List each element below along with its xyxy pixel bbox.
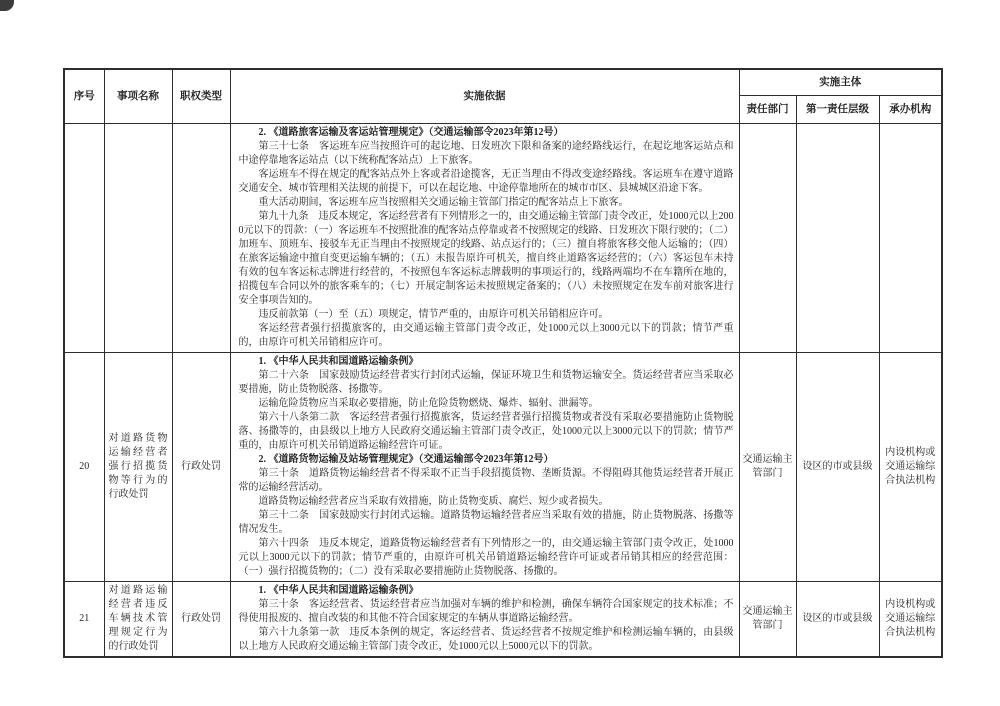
implementation-basis-cell [230,582,739,658]
item-name-cell [104,124,172,353]
item-name-cell: 对道路货物运输经营者强行招揽货物等行为的行政处罚 [104,353,172,582]
authority-type-cell [172,124,230,353]
serial-cell: 21 [64,582,104,658]
regulation-text: 违反前款第（一）至（五）项规定，情节严重的，由原许可机关吊销相应许可。 [258,309,609,320]
header-implementation-basis: 实施依据 [230,69,739,124]
table-body [64,124,942,658]
regulation-text: 第三十二条 国家鼓励实行封闭式运输。道路货物运输经营者应当采取有效的措施，防止货物脱落、扬撒等情况发生。 [238,510,734,535]
regulation-text: 第六十四条 违反本规定，道路货物运输经营者有下列情形之一的，由交通运输主管部门责令改正，处1000元以上3000元以下的罚款；情节严重的，由原许可机关吊销道路运输经营许可证或者吊销其相应的经营范围：（一）强行招揽货物的；（二）没有采取必要措施防止货物脱落、扬撒的。 [238,538,734,577]
regulation-text: 第九十九条 违反本规定，客运经营者有下列情形之一的，由交通运输主管部门责令改正，处1000元以上2000元以下的罚款：（一）客运班车不按照批准的配客站点停靠或者不按照规定的线路、日发班次下限行驶的；（二）加班车、顶班车、接驳车无正当理由不按照规定的线路、站点运行的；（三）擅自将旅客移交他人运输的；（四）在旅客运输途中擅自变更运输车辆的；（五）未报告原许可机关，擅自终止道路客运经营的；（六）客运包车未持有效的包车客运标志牌进行经营的，不按照包车客运标志牌载明的事项运行的，线路两端均不在车籍所在地的，招揽包车合同以外的旅客乘车的；（七）开展定制客运未按照规定备案的；（八）未按照规定在发车前对旅客进行安全事项告知的。 [238,211,734,306]
header-responsible-department: 责任部门 [739,96,796,124]
responsible-department-cell [739,124,796,353]
undertaking-agency-cell: 内设机构或交通运输综合执法机构 [879,582,942,658]
regulation-text: 第六十八条第二款 客运经营者强行招揽旅客，货运经营者强行招揽货物或者没有采取必要措施防止货物脱落、扬撒等的，由县级以上地方人民政府交通运输主管部门责令改正，处1000元以上3000元以下的罚款；情节严重的，由原许可机关吊销道路运输经营许可证。 [238,412,734,451]
regulation-title: 2. 《道路旅客运输及客运站管理规定》（交通运输部令2023年第12号） [258,127,564,138]
responsible-department-cell: 交通运输主管部门 [739,582,796,658]
table-row [64,124,942,353]
first-responsibility-level-cell: 设区的市或县级 [796,353,879,582]
table-row [64,582,942,658]
header-implementation-subject: 实施主体 [739,69,942,96]
authority-type-cell: 行政处罚 [172,582,230,658]
serial-cell: 20 [64,353,104,582]
regulation-title: 2. 《道路货物运输及站场管理规定》（交通运输部令2023年第12号） [258,454,554,465]
table-header [64,69,942,124]
header-authority-type: 职权类型 [172,69,230,124]
regulation-text: 第三十七条 客运班车应当按照许可的起讫地、日发班次下限和备案的途经路线运行，在起讫地客运站点和中途停靠地客运站点（以下统称配客站点）上下旅客。 [238,141,734,166]
regulation-text: 重大活动期间，客运班车应当按照相关交通运输主管部门指定的配客站点上下旅客。 [258,197,629,208]
regulation-text: 运输危险货物应当采取必要措施，防止危险货物燃烧、爆炸、辐射、泄漏等。 [258,398,599,409]
regulation-text: 第六十九条第一款 违反本条例的规定，客运经营者、货运经营者不按规定维护和检测运输车辆的，由县级以上地方人民政府交通运输主管部门责令改正，处1000元以上5000元以下的罚款。 [238,627,734,652]
undertaking-agency-cell: 内设机构或交通运输综合执法机构 [879,353,942,582]
responsible-department-cell: 交通运输主管部门 [739,353,796,582]
regulation-title: 1. 《中华人民共和国道路运输条例》 [258,585,419,596]
header-serial: 序号 [64,69,104,124]
item-name-cell: 对道路运输经营者违反车辆技术管理规定行为的行政处罚 [104,582,172,658]
penalty-matters-table [63,68,943,658]
header-item-name: 事项名称 [104,69,172,124]
undertaking-agency-cell [879,124,942,353]
implementation-basis-cell [230,124,739,353]
first-responsibility-level-cell [796,124,879,353]
regulation-text: 第三十条 客运经营者、货运经营者应当加强对车辆的维护和检测，确保车辆符合国家规定的技术标准；不得使用报废的、擅自改装的和其他不符合国家规定的车辆从事道路运输经营。 [238,599,734,624]
regulation-title: 1. 《中华人民共和国道路运输条例》 [258,356,419,367]
serial-cell [64,124,104,353]
header-first-responsibility-level: 第一责任层级 [796,96,879,124]
regulation-text: 道路货物运输经营者应当采取有效措施，防止货物变质、腐烂、短少或者损失。 [258,496,609,507]
regulation-text: 第三十条 道路货物运输经营者不得采取不正当手段招揽货物、垄断货源。不得阻碍其他货运经营者开展正常的运输经营活动。 [238,468,734,493]
table-row [64,353,942,582]
corner-artifact [0,0,14,11]
first-responsibility-level-cell: 设区的市或县级 [796,582,879,658]
regulation-text: 客运班车不得在规定的配客站点外上客或者沿途揽客，无正当理由不得改变途经路线。客运班车在遵守道路交通安全、城市管理相关法规的前提下，可以在起讫地、中途停靠地所在的城市市区、县城城区沿途下客。 [238,169,734,194]
implementation-basis-cell [230,353,739,582]
regulation-text: 第二十六条 国家鼓励货运经营者实行封闭式运输，保证环境卫生和货物运输安全。货运经营者应当采取必要措施，防止货物脱落、扬撒等。 [238,370,734,395]
header-undertaking-agency: 承办机构 [879,96,942,124]
regulation-text: 客运经营者强行招揽旅客的，由交通运输主管部门责令改正，处1000元以上3000元以下的罚款；情节严重的，由原许可机关吊销相应许可。 [238,323,734,348]
authority-type-cell: 行政处罚 [172,353,230,582]
